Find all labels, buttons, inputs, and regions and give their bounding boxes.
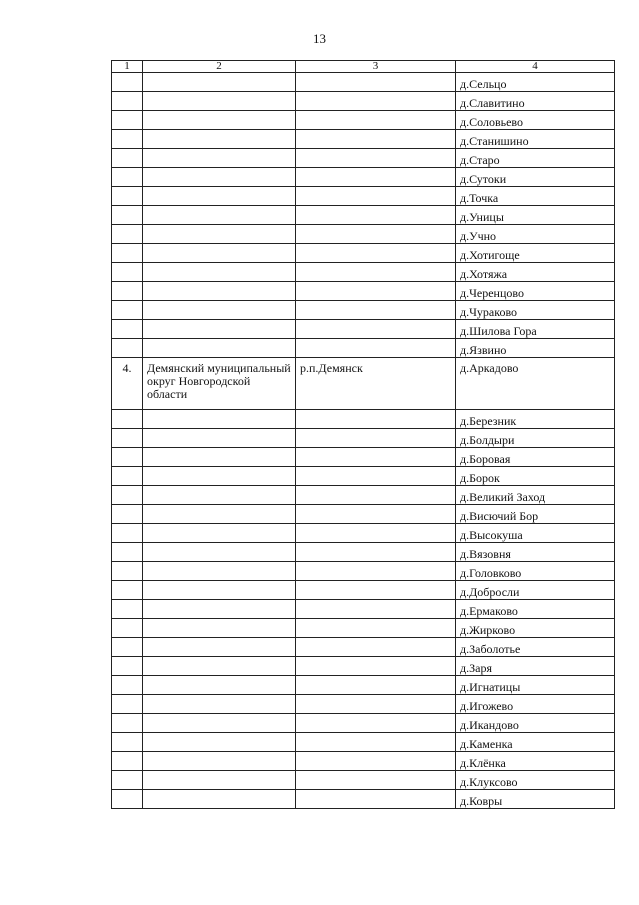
- item-number-cell: 4.: [112, 358, 143, 410]
- table-row: [112, 225, 615, 244]
- table-row: [112, 695, 615, 714]
- settlement-cell: д.Черенцово: [456, 282, 615, 301]
- empty-cell: [112, 638, 143, 657]
- table-row: [112, 543, 615, 562]
- empty-cell: [296, 752, 456, 771]
- empty-cell: [296, 657, 456, 676]
- empty-cell: [143, 225, 296, 244]
- empty-cell: [112, 263, 143, 282]
- table-row: [112, 244, 615, 263]
- settlement-cell: д.Игнатицы: [456, 676, 615, 695]
- empty-cell: [296, 695, 456, 714]
- empty-cell: [296, 524, 456, 543]
- table-header-row: [112, 61, 615, 73]
- empty-cell: [143, 733, 296, 752]
- empty-cell: [296, 733, 456, 752]
- district-row: [112, 358, 615, 410]
- empty-cell: [143, 486, 296, 505]
- table-row: [112, 92, 615, 111]
- empty-cell: [296, 448, 456, 467]
- empty-cell: [112, 505, 143, 524]
- empty-cell: [143, 92, 296, 111]
- empty-cell: [296, 467, 456, 486]
- settlement-cell: д.Высокуша: [456, 524, 615, 543]
- empty-cell: [296, 149, 456, 168]
- settlement-cell: д.Ковры: [456, 790, 615, 809]
- empty-cell: [112, 168, 143, 187]
- empty-cell: [112, 92, 143, 111]
- empty-cell: [112, 301, 143, 320]
- empty-cell: [112, 562, 143, 581]
- empty-cell: [296, 429, 456, 448]
- empty-cell: [296, 282, 456, 301]
- empty-cell: [112, 619, 143, 638]
- empty-cell: [112, 410, 143, 429]
- table-row: [112, 581, 615, 600]
- empty-cell: [112, 320, 143, 339]
- empty-cell: [112, 676, 143, 695]
- settlement-cell: д.Клуксово: [456, 771, 615, 790]
- settlement-cell: д.Жирково: [456, 619, 615, 638]
- empty-cell: [112, 429, 143, 448]
- table-row: [112, 301, 615, 320]
- empty-cell: [143, 206, 296, 225]
- empty-cell: [143, 448, 296, 467]
- empty-cell: [112, 467, 143, 486]
- empty-cell: [296, 320, 456, 339]
- table-row: [112, 149, 615, 168]
- empty-cell: [296, 619, 456, 638]
- empty-cell: [112, 486, 143, 505]
- settlement-cell: д.Березник: [456, 410, 615, 429]
- empty-cell: [112, 448, 143, 467]
- empty-cell: [296, 638, 456, 657]
- empty-cell: [112, 600, 143, 619]
- table-row: [112, 429, 615, 448]
- settlement-cell: д.Точка: [456, 187, 615, 206]
- district-name-cell: Демянский муниципальный округ Новгородской области: [143, 358, 296, 410]
- settlement-cell: д.Каменка: [456, 733, 615, 752]
- table-row: [112, 657, 615, 676]
- empty-cell: [143, 752, 296, 771]
- header-cell-1: 1: [112, 61, 143, 73]
- table-row: [112, 676, 615, 695]
- empty-cell: [296, 562, 456, 581]
- table-row: [112, 168, 615, 187]
- empty-cell: [143, 790, 296, 809]
- table-row: [112, 410, 615, 429]
- settlement-cell: д.Соловьево: [456, 111, 615, 130]
- header-cell-3: 3: [296, 61, 456, 73]
- empty-cell: [143, 301, 296, 320]
- empty-cell: [112, 657, 143, 676]
- empty-cell: [296, 543, 456, 562]
- settlements-table: [111, 60, 615, 809]
- settlement-cell: д.Учно: [456, 225, 615, 244]
- empty-cell: [143, 111, 296, 130]
- empty-cell: [112, 695, 143, 714]
- settlement-cell: д.Старо: [456, 149, 615, 168]
- table-row: [112, 467, 615, 486]
- empty-cell: [143, 282, 296, 301]
- settlement-cell: д.Висючий Бор: [456, 505, 615, 524]
- table-row: [112, 638, 615, 657]
- empty-cell: [143, 339, 296, 358]
- empty-cell: [143, 168, 296, 187]
- empty-cell: [143, 263, 296, 282]
- empty-cell: [112, 771, 143, 790]
- settlement-cell: д.Аркадово: [456, 358, 615, 410]
- empty-cell: [143, 187, 296, 206]
- table-row: [112, 73, 615, 92]
- settlement-cell: д.Шилова Гора: [456, 320, 615, 339]
- empty-cell: [112, 524, 143, 543]
- settlement-cell: д.Хотигоще: [456, 244, 615, 263]
- table-row: [112, 524, 615, 543]
- page-number: 13: [313, 31, 326, 46]
- empty-cell: [112, 282, 143, 301]
- empty-cell: [112, 130, 143, 149]
- table-row: [112, 714, 615, 733]
- empty-cell: [296, 486, 456, 505]
- empty-cell: [112, 714, 143, 733]
- settlement-cell: д.Станишино: [456, 130, 615, 149]
- empty-cell: [296, 505, 456, 524]
- empty-cell: [143, 149, 296, 168]
- empty-cell: [112, 339, 143, 358]
- empty-cell: [143, 600, 296, 619]
- empty-cell: [296, 92, 456, 111]
- settlement-cell: д.Игожево: [456, 695, 615, 714]
- empty-cell: [143, 562, 296, 581]
- table-row: [112, 771, 615, 790]
- empty-cell: [112, 206, 143, 225]
- empty-cell: [296, 263, 456, 282]
- table-row: [112, 339, 615, 358]
- empty-cell: [143, 410, 296, 429]
- settlement-cell: д.Борок: [456, 467, 615, 486]
- settlement-cell: д.Уницы: [456, 206, 615, 225]
- empty-cell: [296, 714, 456, 733]
- empty-cell: [143, 130, 296, 149]
- table-row: [112, 486, 615, 505]
- empty-cell: [143, 320, 296, 339]
- empty-cell: [143, 505, 296, 524]
- settlement-cell: д.Славитино: [456, 92, 615, 111]
- empty-cell: [296, 771, 456, 790]
- settlement-cell: д.Хотяжа: [456, 263, 615, 282]
- empty-cell: [143, 581, 296, 600]
- settlement-cell: д.Икандово: [456, 714, 615, 733]
- settlement-cell: д.Заболотье: [456, 638, 615, 657]
- empty-cell: [296, 301, 456, 320]
- empty-cell: [143, 429, 296, 448]
- empty-cell: [296, 790, 456, 809]
- settlement-cell: д.Великий Заход: [456, 486, 615, 505]
- table-row: [112, 505, 615, 524]
- table-row: [112, 448, 615, 467]
- settlement-cell: д.Сельцо: [456, 73, 615, 92]
- settlement-cell: д.Ермаково: [456, 600, 615, 619]
- empty-cell: [112, 149, 143, 168]
- empty-cell: [143, 695, 296, 714]
- empty-cell: [296, 130, 456, 149]
- settlement-cell: д.Болдыри: [456, 429, 615, 448]
- empty-cell: [112, 244, 143, 263]
- empty-cell: [296, 225, 456, 244]
- empty-cell: [296, 339, 456, 358]
- empty-cell: [143, 714, 296, 733]
- empty-cell: [143, 771, 296, 790]
- empty-cell: [112, 187, 143, 206]
- administrative-center-cell: р.п.Демянск: [296, 358, 456, 410]
- table-row: [112, 282, 615, 301]
- empty-cell: [112, 225, 143, 244]
- empty-cell: [296, 410, 456, 429]
- settlement-cell: д.Добросли: [456, 581, 615, 600]
- header-cell-4: 4: [456, 61, 615, 73]
- empty-cell: [112, 752, 143, 771]
- table-row: [112, 263, 615, 282]
- empty-cell: [296, 187, 456, 206]
- settlement-cell: д.Язвино: [456, 339, 615, 358]
- empty-cell: [296, 168, 456, 187]
- settlement-cell: д.Головково: [456, 562, 615, 581]
- settlement-cell: д.Боровая: [456, 448, 615, 467]
- empty-cell: [143, 524, 296, 543]
- empty-cell: [296, 244, 456, 263]
- table-row: [112, 111, 615, 130]
- table-row: [112, 619, 615, 638]
- empty-cell: [112, 733, 143, 752]
- empty-cell: [112, 581, 143, 600]
- table-row: [112, 206, 615, 225]
- empty-cell: [296, 111, 456, 130]
- empty-cell: [112, 111, 143, 130]
- empty-cell: [143, 73, 296, 92]
- table-row: [112, 752, 615, 771]
- empty-cell: [143, 619, 296, 638]
- empty-cell: [296, 676, 456, 695]
- empty-cell: [112, 543, 143, 562]
- empty-cell: [143, 638, 296, 657]
- empty-cell: [112, 790, 143, 809]
- table-row: [112, 320, 615, 339]
- empty-cell: [296, 600, 456, 619]
- empty-cell: [143, 676, 296, 695]
- empty-cell: [296, 581, 456, 600]
- empty-cell: [112, 73, 143, 92]
- table-row: [112, 187, 615, 206]
- empty-cell: [296, 73, 456, 92]
- empty-cell: [296, 206, 456, 225]
- settlement-cell: д.Вязовня: [456, 543, 615, 562]
- settlement-cell: д.Чураково: [456, 301, 615, 320]
- table-row: [112, 600, 615, 619]
- empty-cell: [143, 657, 296, 676]
- table-row: [112, 130, 615, 149]
- settlement-cell: д.Клёнка: [456, 752, 615, 771]
- empty-cell: [143, 244, 296, 263]
- empty-cell: [143, 467, 296, 486]
- table-row: [112, 562, 615, 581]
- settlement-cell: д.Сутоки: [456, 168, 615, 187]
- header-cell-2: 2: [143, 61, 296, 73]
- table-row: [112, 733, 615, 752]
- settlement-cell: д.Заря: [456, 657, 615, 676]
- table-row: [112, 790, 615, 809]
- empty-cell: [143, 543, 296, 562]
